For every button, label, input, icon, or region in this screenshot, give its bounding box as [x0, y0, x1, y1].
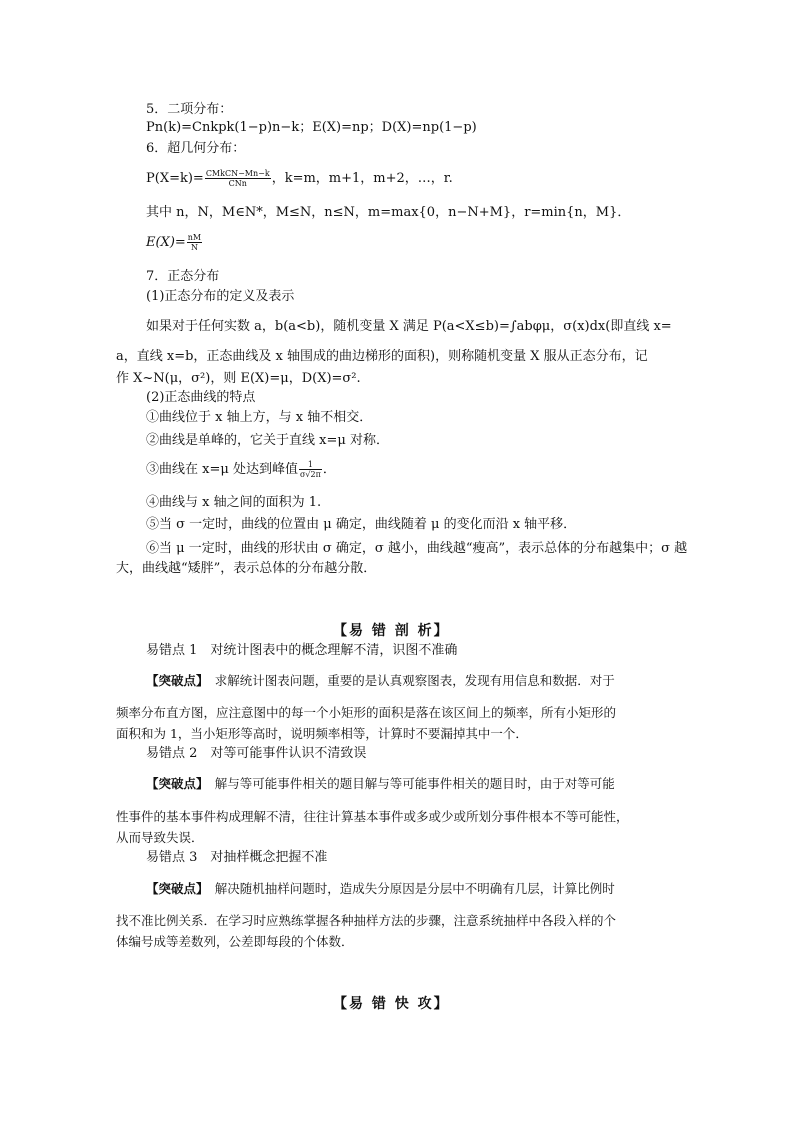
section7-title: 7．正态分布	[146, 269, 220, 284]
error3-tag: 【突破点】	[146, 881, 203, 896]
error3-line1	[146, 880, 615, 897]
error1-title: 易错点 1 对统计图表中的概念理解不清，识图不准确	[146, 643, 458, 658]
hypergeo-denominator: CNn	[228, 179, 247, 188]
normal-point4: ④曲线与 x 轴之间的面积为 1.	[146, 495, 322, 510]
normal-def-line1: 如果对于任何实数 a，b(a<b)，随机变量 X 满足 P(a<X≤b)=∫abφμ，σ(x)dx(即直线 x=	[146, 319, 672, 334]
hypergeometric-formula	[146, 169, 453, 188]
error1-line1	[146, 672, 615, 689]
hypergeo-expectation	[146, 233, 203, 252]
expectation-denominator: N	[190, 243, 198, 252]
normal-def-line3: 作 X~N(μ，σ²)，则 E(X)=μ，D(X)=σ².	[116, 371, 361, 386]
error2-line1	[146, 775, 615, 792]
error1-tag: 【突破点】	[146, 673, 203, 688]
expectation-prefix: E(X)=	[146, 235, 186, 250]
hypergeo-fraction	[205, 169, 271, 188]
error2-tag: 【突破点】	[146, 776, 203, 791]
errors-heading: 【易 错 剖 析】	[333, 623, 450, 639]
section5-title: 5．二项分布：	[146, 102, 233, 117]
error2-line2: 性事件的基本事件构成理解不清，往往计算基本事件或多或少或所划分事件根本不等可能性，	[116, 809, 629, 824]
binomial-formula: Pn(k)=Cnkpk(1−p)n−k；E(X)=np；D(X)=np(1−p)	[146, 120, 477, 135]
error3-title: 易错点 3 对抽样概念把握不准	[146, 850, 328, 865]
expectation-numerator: nM	[187, 233, 202, 242]
normal-point3	[146, 460, 336, 479]
point3-suffix: ．	[322, 462, 336, 477]
error2-title: 易错点 2 对等可能事件认识不清致误	[146, 746, 367, 761]
point3-prefix: ③曲线在 x=μ 处达到峰值	[146, 462, 298, 477]
hypergeo-prefix: P(X=k)=	[146, 171, 204, 186]
normal-sub2: (2)正态曲线的特点	[146, 390, 256, 405]
peak-denominator: σ√2π	[299, 470, 321, 479]
normal-point1: ①曲线位于 x 轴上方，与 x 轴不相交．	[146, 410, 373, 425]
error2-line3: 从而导致失误．	[116, 830, 204, 845]
normal-sub1: (1)正态分布的定义及表示	[146, 289, 295, 304]
error2-text1: 解与等可能事件相关的题目解与等可能事件相关的题目时，由于对等可能	[202, 776, 615, 791]
error3-text1: 解决随机抽样问题时，造成失分原因是分层中不明确有几层，计算比例时	[202, 881, 615, 896]
hypergeo-conditions: 其中 n，N，M∈N*，M≤N，n≤N，m=max{0，n−N+M}，r=min{n，M}．	[146, 205, 631, 220]
normal-point5: ⑤当 σ 一定时，曲线的位置由 μ 确定，曲线随着 μ 的变化而沿 x 轴平移．	[146, 517, 577, 532]
normal-def-line2: a，直线 x=b，正态曲线及 x 轴围成的曲边梯形的面积)，则称随机变量 X 服从正态分布，记	[116, 349, 648, 364]
expectation-fraction	[187, 233, 202, 252]
normal-point2: ②曲线是单峰的，它关于直线 x=μ 对称．	[146, 433, 389, 448]
section6-title: 6．超几何分布：	[146, 141, 246, 156]
error3-line2: 找不准比例关系．在学习时应熟练掌握各种抽样方法的步骤，注意系统抽样中各段入样的个	[116, 913, 617, 928]
error1-text1: 求解统计图表问题，重要的是认真观察图表，发现有用信息和数据．对于	[202, 673, 615, 688]
error1-line2: 频率分布直方图，应注意图中的每一个小矩形的面积是落在该区间上的频率，所有小矩形的	[116, 705, 617, 720]
peak-fraction	[299, 460, 322, 479]
hypergeo-numerator: CMkCN−Mn−k	[205, 169, 270, 178]
normal-point6-line2: 大，曲线越“矮胖”，表示总体的分布越分散．	[116, 561, 377, 576]
quick-heading: 【易 错 快 攻】	[333, 996, 450, 1012]
hypergeo-suffix: ，k=m，m+1，m+2，…，r.	[271, 171, 453, 186]
error1-line3: 面积和为 1，当小矩形等高时，说明频率相等，计算时不要漏掉其中一个．	[116, 726, 528, 741]
normal-point6-line1: ⑥当 μ 一定时，曲线的形状由 σ 确定，σ 越小，曲线越“瘦高”，表示总体的分布越集中；σ 越	[146, 541, 688, 556]
peak-numerator: 1	[299, 460, 322, 470]
error3-line3: 体编号成等差数列，公差即每段的个体数．	[116, 934, 354, 949]
